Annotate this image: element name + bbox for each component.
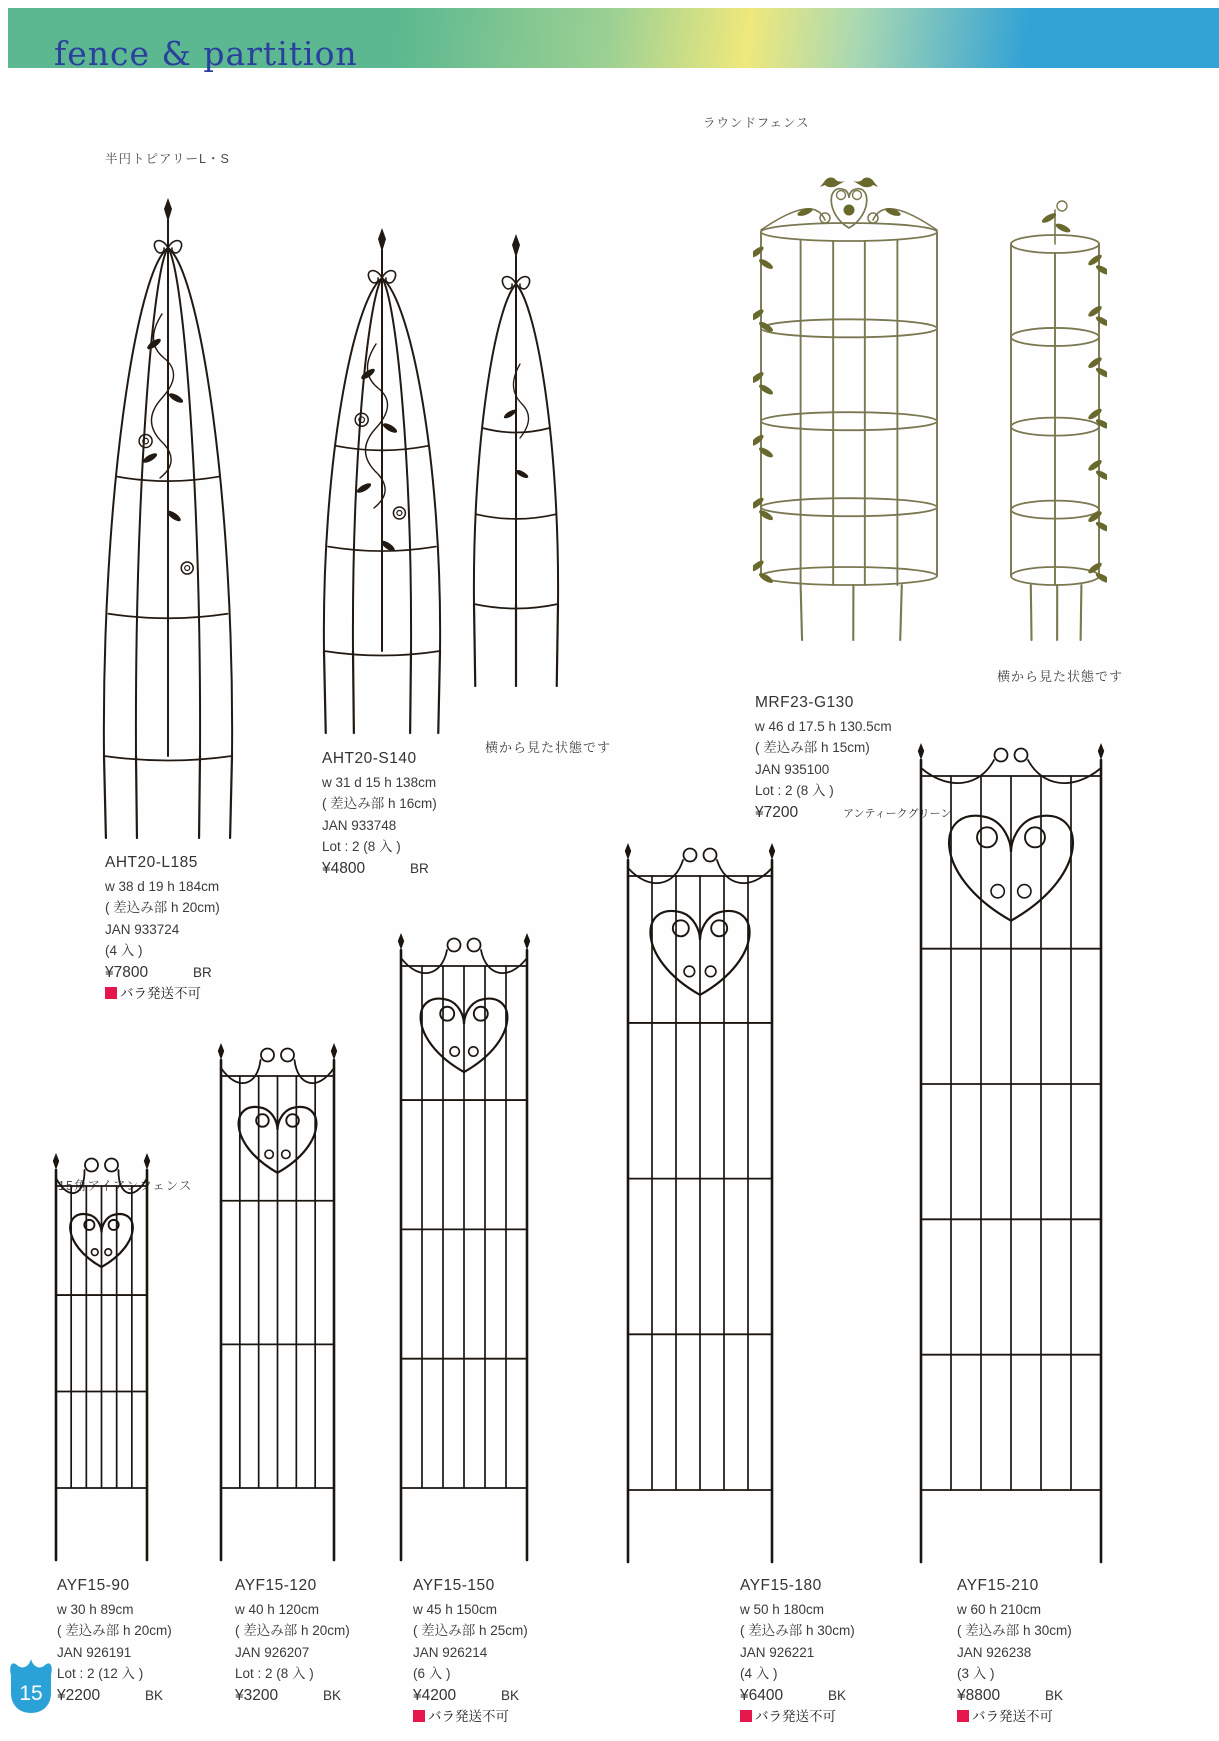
product-code: MRF23-G130 bbox=[755, 694, 854, 711]
product-insert: ( 差込み部 h 20cm) bbox=[105, 900, 220, 915]
product-code: AYF15-180 bbox=[740, 1577, 822, 1594]
product-code: AYF15-210 bbox=[957, 1577, 1039, 1594]
product-price: ¥8800 bbox=[957, 1686, 1001, 1704]
product-info-mrf23-g130 bbox=[755, 692, 951, 825]
product-info-ayf15-210 bbox=[957, 1575, 1072, 1728]
product-jan: JAN 926221 bbox=[740, 1644, 815, 1660]
product-price-line bbox=[413, 1685, 528, 1707]
product-insert: ( 差込み部 h 20cm) bbox=[235, 1623, 350, 1638]
section-label-iron-fence: 15角アイアンフェンス bbox=[58, 1179, 193, 1193]
no-bulk-shipping-icon bbox=[105, 987, 117, 999]
product-image-ayf15-90 bbox=[50, 1150, 153, 1569]
product-jan: JAN 926214 bbox=[413, 1644, 488, 1660]
product-image-round-fence-side-view bbox=[1003, 160, 1107, 649]
product-size: w 46 d 17.5 h 130.5cm bbox=[755, 718, 892, 734]
product-info-ayf15-120 bbox=[235, 1575, 350, 1706]
product-price: ¥2200 bbox=[57, 1686, 101, 1704]
product-price-line bbox=[755, 802, 951, 826]
product-image-ayf15-150 bbox=[395, 930, 533, 1569]
product-image-aht20-s140 bbox=[318, 222, 446, 742]
product-lot: Lot : 2 (8 入 ) bbox=[235, 1666, 314, 1681]
product-lot: Lot : 2 (12 入 ) bbox=[57, 1666, 144, 1681]
product-insert: ( 差込み部 h 30cm) bbox=[740, 1623, 855, 1638]
product-info-ayf15-90 bbox=[57, 1575, 172, 1706]
no-bulk-shipping-icon bbox=[413, 1710, 425, 1722]
product-price-line bbox=[740, 1685, 855, 1707]
product-note: バラ発送不可 bbox=[957, 1706, 1072, 1728]
product-insert: ( 差込み部 h 15cm) bbox=[755, 740, 870, 755]
product-code: AHT20-L185 bbox=[105, 854, 198, 871]
product-jan: JAN 933748 bbox=[322, 817, 397, 833]
product-code: AYF15-150 bbox=[413, 1577, 495, 1594]
product-size: w 50 h 180cm bbox=[740, 1601, 825, 1617]
product-jan: JAN 926207 bbox=[235, 1644, 310, 1660]
product-lot: Lot : 2 (8 入 ) bbox=[322, 839, 401, 854]
product-color: BR bbox=[410, 860, 429, 876]
product-jan: JAN 926238 bbox=[957, 1644, 1032, 1660]
product-price: ¥7200 bbox=[755, 803, 799, 821]
no-bulk-shipping-icon bbox=[957, 1710, 969, 1722]
product-color: アンティークグリーン bbox=[843, 807, 952, 820]
product-price: ¥6400 bbox=[740, 1686, 784, 1704]
product-insert: ( 差込み部 h 16cm) bbox=[322, 796, 437, 811]
product-note: バラ発送不可 bbox=[740, 1706, 855, 1728]
product-color: BK bbox=[145, 1687, 164, 1703]
product-lot: Lot : 2 (8 入 ) bbox=[755, 783, 834, 798]
product-code: AYF15-90 bbox=[57, 1577, 130, 1594]
product-price: ¥4200 bbox=[413, 1686, 457, 1704]
section-label-topiary: 半円トピアリーL・S bbox=[105, 152, 230, 166]
product-size: w 60 h 210cm bbox=[957, 1601, 1042, 1617]
product-insert: ( 差込み部 h 30cm) bbox=[957, 1623, 1072, 1638]
product-price-line bbox=[57, 1685, 172, 1707]
product-size: w 40 h 120cm bbox=[235, 1601, 320, 1617]
product-price-line bbox=[957, 1685, 1072, 1707]
product-info-aht20-s140 bbox=[322, 748, 437, 879]
product-jan: JAN 926191 bbox=[57, 1644, 132, 1660]
side-view-note-right: 横から見た状態です bbox=[997, 669, 1124, 684]
product-image-ayf15-120 bbox=[215, 1040, 340, 1569]
product-price-line bbox=[105, 962, 220, 984]
no-bulk-shipping-icon bbox=[740, 1710, 752, 1722]
product-price: ¥7800 bbox=[105, 963, 149, 981]
product-price: ¥3200 bbox=[235, 1686, 279, 1704]
product-jan: JAN 933724 bbox=[105, 921, 180, 937]
page-title: fence & partition bbox=[54, 34, 358, 73]
section-label-round-fence: ラウンドフェンス bbox=[703, 116, 810, 130]
product-image-topiary-side-view bbox=[468, 228, 564, 695]
product-size: w 45 h 150cm bbox=[413, 1601, 498, 1617]
product-color: BR bbox=[193, 964, 212, 980]
product-image-mrf23-g130 bbox=[753, 150, 945, 649]
product-color: BK bbox=[1045, 1687, 1064, 1703]
product-lot: (4 入 ) bbox=[105, 943, 143, 958]
product-note: バラ発送不可 bbox=[413, 1706, 528, 1728]
product-insert: ( 差込み部 h 25cm) bbox=[413, 1623, 528, 1638]
page-number-badge bbox=[8, 1656, 54, 1716]
product-jan: JAN 935100 bbox=[755, 761, 830, 777]
product-price: ¥4800 bbox=[322, 859, 366, 877]
product-lot: (4 入 ) bbox=[740, 1666, 778, 1681]
product-size: w 31 d 15 h 138cm bbox=[322, 774, 437, 790]
product-price-line bbox=[235, 1685, 350, 1707]
product-price-line bbox=[322, 858, 437, 880]
page-number: 15 bbox=[19, 1682, 43, 1705]
product-size: w 38 d 19 h 184cm bbox=[105, 878, 220, 894]
side-view-note-left: 横から見た状態です bbox=[485, 740, 612, 755]
product-size: w 30 h 89cm bbox=[57, 1601, 134, 1617]
product-info-ayf15-150 bbox=[413, 1575, 528, 1728]
product-color: BK bbox=[323, 1687, 342, 1703]
product-insert: ( 差込み部 h 20cm) bbox=[57, 1623, 172, 1638]
product-info-aht20-l185 bbox=[105, 852, 220, 1005]
product-lot: (3 入 ) bbox=[957, 1666, 995, 1681]
product-code: AHT20-S140 bbox=[322, 750, 417, 767]
product-image-ayf15-180 bbox=[622, 840, 778, 1571]
product-color: BK bbox=[501, 1687, 520, 1703]
product-info-ayf15-180 bbox=[740, 1575, 855, 1728]
product-code: AYF15-120 bbox=[235, 1577, 317, 1594]
product-note: バラ発送不可 bbox=[105, 983, 220, 1005]
product-image-ayf15-210 bbox=[915, 740, 1107, 1571]
product-color: BK bbox=[828, 1687, 847, 1703]
product-image-aht20-l185 bbox=[98, 192, 238, 847]
product-lot: (6 入 ) bbox=[413, 1666, 451, 1681]
